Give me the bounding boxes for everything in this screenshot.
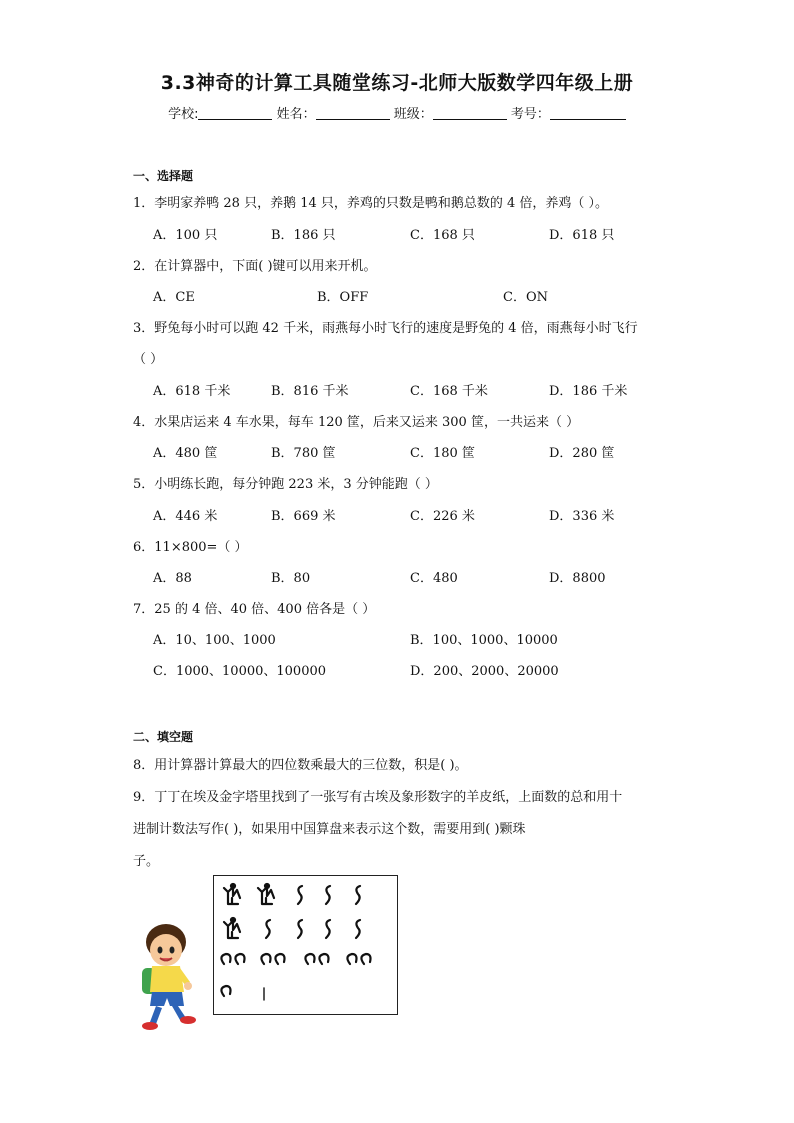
q3-option-b[interactable]: B．816 千米 [271,384,349,399]
q7-option-c[interactable]: C．1000、10000、100000 [153,664,327,679]
q6-option-b[interactable]: B．80 [271,571,311,586]
q5-option-d[interactable]: D．336 米 [549,509,615,524]
million-symbol-icon [224,884,240,904]
coil-symbol-icon [356,886,360,904]
coil-symbol-icon [326,920,330,938]
spiral-symbol-icon [221,986,230,996]
q5-option-a[interactable]: A．446 米 [153,509,218,524]
spiral-pair-icon [261,954,284,964]
coil-symbol-icon [298,920,302,938]
q4-option-a[interactable]: A．480 筐 [153,446,218,461]
section-choice-title: 一、选择题 [133,169,194,183]
question-7: 7．25 的 4 倍、40 倍、400 倍各是（ ） [133,602,376,617]
question-4: 4．水果店运来 4 车水果，每车 120 筐，后来又运来 300 筐，一共运来（ ） [133,415,580,430]
q6-option-a[interactable]: A．88 [153,571,192,586]
question-9-line1: 9．丁丁在埃及金字塔里找到了一张写有古埃及象形数字的羊皮纸，上面数的总和用十 [133,790,623,805]
q5-option-c[interactable]: C．226 米 [410,509,475,524]
student-info-line [0,103,794,122]
q3-option-c[interactable]: C．168 千米 [410,384,488,399]
egyptian-numerals-box [213,875,398,1015]
q4-option-b[interactable]: B．780 筐 [271,446,336,461]
spiral-pair-icon [347,954,370,964]
q5-option-b[interactable]: B．669 米 [271,509,336,524]
cartoon-boy-illustration [128,920,208,1035]
school-blank[interactable] [198,106,272,120]
q2-option-c[interactable]: C．ON [503,290,548,305]
q2-option-b[interactable]: B．OFF [317,290,369,305]
q4-option-d[interactable]: D．280 筐 [549,446,615,461]
million-symbol-icon [224,918,240,938]
q3-option-d[interactable]: D．186 千米 [549,384,628,399]
question-2: 2．在计算器中，下面( )键可以用来开机。 [133,259,377,274]
class-label: 班级： [393,107,433,122]
class-blank[interactable] [433,106,507,120]
question-3-bracket: （ ） [133,352,164,367]
question-9-line3: 子。 [133,854,160,869]
spiral-pair-icon [221,954,244,964]
coil-symbol-icon [326,886,330,904]
q6-option-c[interactable]: C．480 [410,571,458,586]
school-label: 学校: [168,107,199,122]
q7-option-a[interactable]: A．10、100、1000 [153,633,276,648]
name-blank[interactable] [316,106,390,120]
question-6: 6．11×800=（ ） [133,540,248,555]
q4-option-c[interactable]: C．180 筐 [410,446,475,461]
q1-option-a[interactable]: A．100 只 [153,228,218,243]
question-8: 8．用计算器计算最大的四位数乘最大的三位数，积是( )。 [133,758,468,773]
coil-symbol-icon [266,920,270,938]
question-9-line2: 进制计数法写作( )，如果用中国算盘来表示这个数，需要用到( )颗珠 [133,822,526,837]
q2-option-a[interactable]: A．CE [153,290,195,305]
million-symbol-icon [258,884,274,904]
q1-option-b[interactable]: B．186 只 [271,228,336,243]
q1-option-d[interactable]: D．618 只 [549,228,615,243]
egyptian-numerals-drawing [214,876,396,1013]
page-title: 3.3神奇的计算工具随堂练习-北师大版数学四年级上册 [160,72,634,94]
question-1: 1．李明家养鸭 28 只，养鹅 14 只，养鸡的只数是鸭和鹅总数的 4 倍，养鸡（ ）。 [133,196,609,211]
q6-option-d[interactable]: D．8800 [549,571,606,586]
coil-symbol-icon [356,920,360,938]
question-5: 5．小明练长跑，每分钟跑 223 米，3 分钟能跑（ ） [133,477,438,492]
q7-option-b[interactable]: B．100、1000、10000 [410,633,558,648]
exam-no-blank[interactable] [550,106,626,120]
q1-option-c[interactable]: C．168 只 [410,228,475,243]
name-label: 姓名： [276,107,316,122]
question-3: 3．野兔每小时可以跑 42 千米，雨燕每小时飞行的速度是野兔的 4 倍，雨燕每小时飞行 [133,321,638,336]
q7-option-d[interactable]: D．200、2000、20000 [410,664,559,679]
coil-symbol-icon [298,886,302,904]
spiral-pair-icon [305,954,328,964]
exam-no-label: 考号： [510,107,550,122]
q3-option-a[interactable]: A．618 千米 [153,384,231,399]
section-fill-title: 二、填空题 [133,730,194,744]
